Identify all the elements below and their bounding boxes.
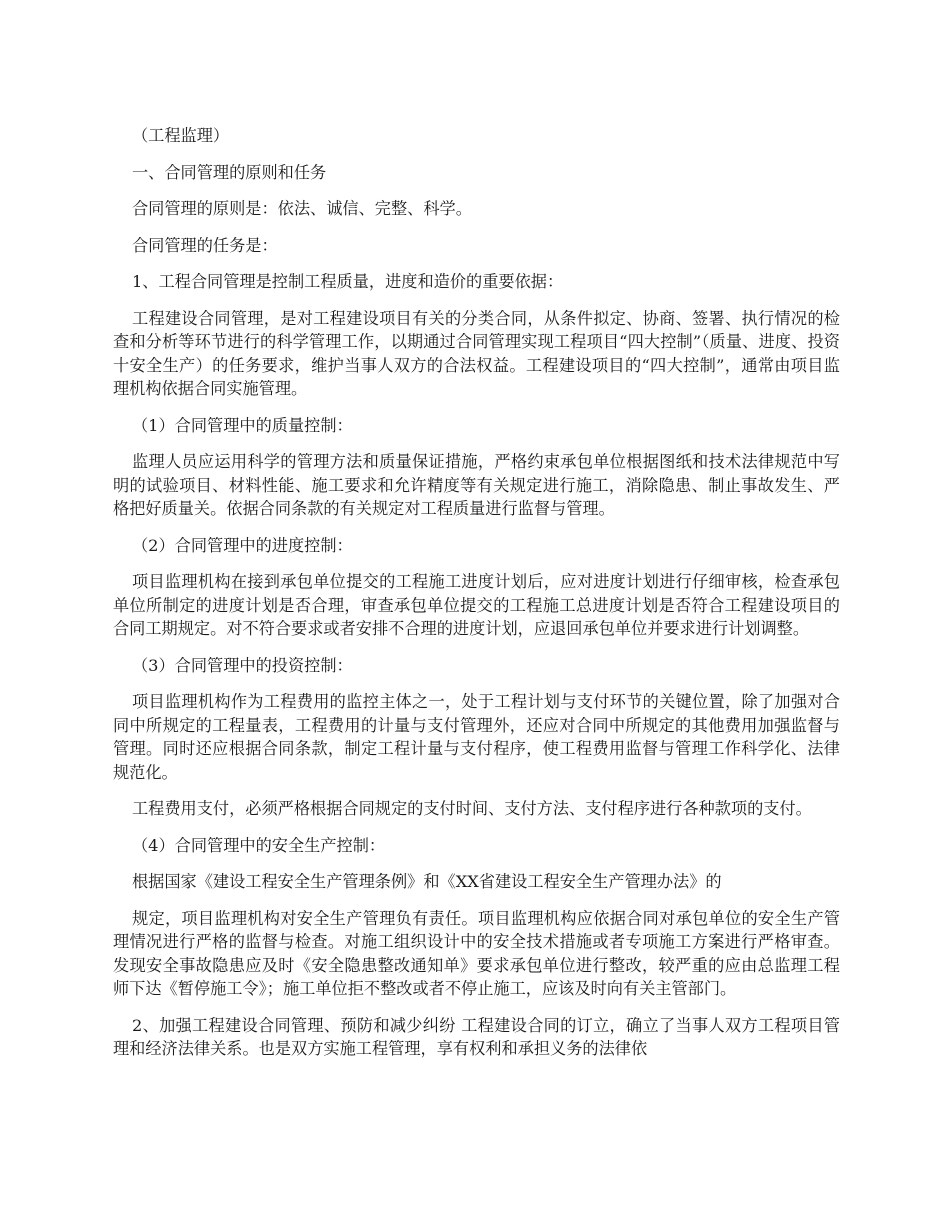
sub-heading: （2）合同管理中的进度控制： — [132, 535, 353, 555]
numbered-heading: 2、加强工程建设合同管理、预防和减少纠纷 工程建设合同的订立，确立了当事人双方工程项目管理和经济法律关系。也是双方实施工程管理，享有权利和承担义务的法律依 — [113, 1015, 840, 1058]
numbered-heading: 1、工程合同管理是控制工程质量，进度和造价的重要依据： — [132, 272, 564, 291]
paragraph: 监理人员应运用科学的管理方法和质量保证措施，严格约束承包单位根据图纸和技术法律规范中写明的试验项目、材料性能、施工要求和允许精度等有关规定进行施工，消除隐患、制止事故发生、严格把好质量关。依据合同条款的有关规定对工程质量进行监督与管理。 — [113, 452, 840, 518]
sub-heading: （1）合同管理中的质量控制： — [132, 415, 353, 435]
paragraph: 规定，项目监理机构对安全生产管理负有责任。项目监理机构应依据合同对承包单位的安全生产管理情况进行严格的监督与检查。对施工组织设计中的安全技术措施或者专项施工方案进行严格审查。发现安全事故隐患应及时《安全隐患整改通知单》要求承包单位进行整改，较严重的应由总监理工程师下达《暂停施工令》；施工单位拒不整改或者不停止施工，应该及时向有关主管部门。 — [113, 908, 840, 998]
paragraph: 合同管理的原则是：依法、诚信、完整、科学。 — [132, 199, 472, 218]
paragraph: 工程费用支付，必须严格根据合同规定的支付时间、支付方法、支付程序进行各种款项的支付。 — [132, 799, 812, 818]
document-page — [113, 124, 840, 1074]
paragraph: 项目监理机构作为工程费用的监控主体之一，处于工程计划与支付环节的关键位置，除了加强对合同中所规定的工程量表，工程费用的计量与支付管理外，还应对合同中所规定的其他费用加强监督与管理。同时还应根据合同条款，制定工程计量与支付程序，使工程费用监督与管理工作科学化、法律规范化。 — [113, 692, 840, 782]
paragraph: 工程建设合同管理，是对工程建设项目有关的分类合同，从条件拟定、协商、签署、执行情况的检查和分析等环节进行的科学管理工作，以期通过合同管理实现工程项目“四大控制”（质量、进度、投资十安全生产）的任务要求，维护当事人双方的合法权益。工程建设项目的“四大控制”，通常由项目监理机构依据合同实施管理。 — [113, 308, 840, 398]
paragraph: 根据国家《建设工程安全生产管理条例》和《XX省建设工程安全生产管理办法》的 — [132, 872, 722, 891]
paragraph: 合同管理的任务是： — [132, 235, 278, 255]
paragraph: 项目监理机构在接到承包单位提交的工程施工进度计划后，应对进度计划进行仔细审核，检查承包单位所制定的进度计划是否合理，审查承包单位提交的工程施工总进度计划是否符合工程建设项目的合同工期规定。对不符合要求或者安排不合理的进度计划，应退回承包单位并要求进行计划调整。 — [113, 572, 840, 638]
doc-tag: （工程监理） — [132, 126, 230, 145]
section-heading: 一、合同管理的原则和任务 — [132, 162, 327, 182]
sub-heading: （4）合同管理中的安全生产控制： — [132, 835, 386, 855]
sub-heading: （3）合同管理中的投资控制： — [132, 655, 353, 675]
